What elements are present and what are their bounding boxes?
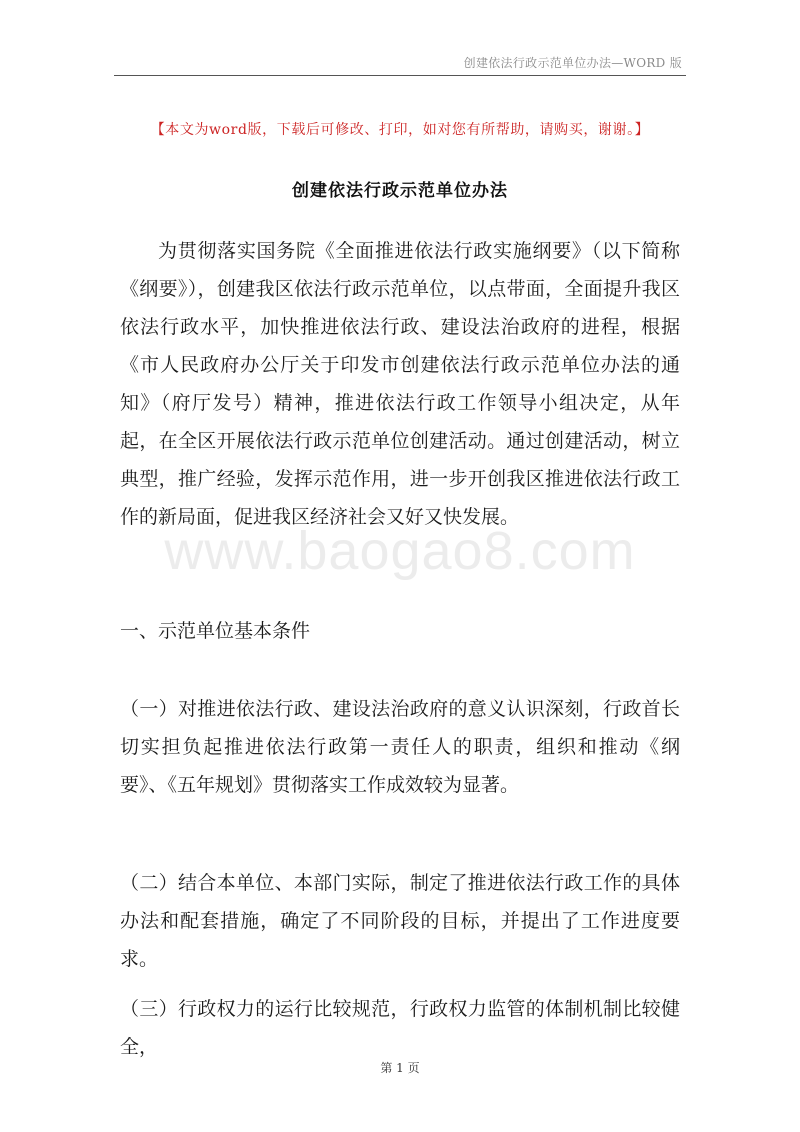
- page-number: 第 1 页: [380, 1061, 420, 1075]
- watermark: www.baogao8.com: [164, 521, 636, 581]
- intro-paragraph: 为贯彻落实国务院《全面推进依法行政实施纲要》（以下简称《纲要》），创建我区依法行政示范单位，以点带面，全面提升我区依法行政水平，加快推进依法行政、建设法治政府的进程，根据《市人民政府办公厅关于印发市创建依法行政示范单位办法的通知》（府厅发号）精神，推进依法行政工作领导小组决定，从年起，在全区开展依法行政示范单位创建活动。通过创建活动，树立典型，推广经验，发挥示范作用，进一步开创我区推进依法行政工作的新局面，促进我区经济社会又好又快发展。: [120, 240, 680, 528]
- section-heading-1: 一、示范单位基本条件: [120, 620, 311, 642]
- condition-item-2: （二）结合本单位、本部门实际，制定了推进依法行政工作的具体办法和配套措施，确定了不同阶段的目标，并提出了工作进度要求。: [120, 872, 680, 970]
- document-title: 创建依法行政示范单位办法: [292, 181, 508, 201]
- running-header: 创建依法行政示范单位办法—WORD 版: [463, 56, 682, 70]
- header-divider: [114, 75, 686, 76]
- purchase-notice: 【本文为word版，下载后可修改、打印，如对您有所帮助，请购买，谢谢。】: [150, 122, 650, 138]
- condition-item-1: （一）对推进依法行政、建设法治政府的意义认识深刻，行政首长切实担负起推进依法行政第一责任人的职责，组织和推动《纲要》、《五年规划》贯彻落实工作成效较为显著。: [120, 698, 680, 796]
- condition-item-3: （三）行政权力的运行比较规范，行政权力监管的体制机制比较健全，: [120, 998, 680, 1058]
